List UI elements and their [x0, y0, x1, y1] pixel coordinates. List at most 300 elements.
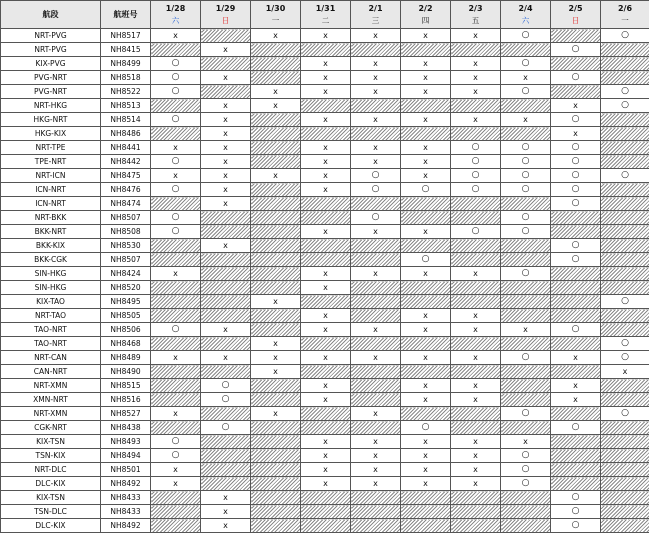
no-service-cell	[351, 379, 401, 393]
cancelled-cell: x	[351, 141, 401, 155]
cancelled-cell: x	[551, 393, 601, 407]
operating-cell: ○	[551, 155, 601, 169]
route-cell: KIX-TSN	[1, 435, 101, 449]
cancelled-cell: x	[401, 435, 451, 449]
no-service-cell	[501, 421, 551, 435]
no-service-cell	[501, 127, 551, 141]
table-header	[1, 1, 649, 29]
no-service-cell	[301, 211, 351, 225]
no-service-cell	[401, 127, 451, 141]
table-row	[1, 169, 649, 183]
cancelled-cell: x	[251, 407, 301, 421]
cancelled-cell: x	[451, 85, 501, 99]
cancelled-cell: x	[301, 169, 351, 183]
no-service-cell	[501, 43, 551, 57]
table-row	[1, 141, 649, 155]
no-service-cell	[551, 463, 601, 477]
cancelled-cell: x	[151, 169, 201, 183]
cancelled-cell: x	[251, 351, 301, 365]
route-cell: NRT-PVG	[1, 43, 101, 57]
day-weekday: 一	[251, 15, 300, 27]
route-cell: SIN-HKG	[1, 267, 101, 281]
no-service-cell	[251, 281, 301, 295]
route-cell: TAO-NRT	[1, 323, 101, 337]
route-cell: HKG-NRT	[1, 113, 101, 127]
operating-cell: ○	[551, 113, 601, 127]
operating-cell: ○	[201, 379, 251, 393]
flight-number-cell: NH8506	[101, 323, 151, 337]
no-service-cell	[451, 239, 501, 253]
no-service-cell	[501, 519, 551, 533]
cancelled-cell: x	[401, 71, 451, 85]
flight-number-cell: NH8442	[101, 155, 151, 169]
no-service-cell	[451, 407, 501, 421]
table-row	[1, 337, 649, 351]
no-service-cell	[351, 197, 401, 211]
operating-cell: ○	[501, 183, 551, 197]
cancelled-cell: x	[451, 379, 501, 393]
table-row	[1, 113, 649, 127]
cancelled-cell: x	[151, 351, 201, 365]
no-service-cell	[151, 197, 201, 211]
no-service-cell	[351, 519, 401, 533]
cancelled-cell: x	[351, 435, 401, 449]
no-service-cell	[251, 309, 301, 323]
no-service-cell	[451, 421, 501, 435]
no-service-cell	[601, 463, 649, 477]
no-service-cell	[301, 337, 351, 351]
flight-number-cell: NH8517	[101, 29, 151, 43]
route-cell: TSN-DLC	[1, 505, 101, 519]
route-cell: NRT-TPE	[1, 141, 101, 155]
route-cell: NRT-XMN	[1, 379, 101, 393]
no-service-cell	[451, 253, 501, 267]
operating-cell: ○	[551, 239, 601, 253]
day-header-1-30	[251, 1, 301, 29]
flight-number-cell: NH8527	[101, 407, 151, 421]
no-service-cell	[601, 225, 649, 239]
table-row	[1, 85, 649, 99]
no-service-cell	[451, 197, 501, 211]
table-row	[1, 29, 649, 43]
no-service-cell	[201, 225, 251, 239]
cancelled-cell: x	[351, 113, 401, 127]
no-service-cell	[251, 267, 301, 281]
no-service-cell	[601, 505, 649, 519]
no-service-cell	[601, 267, 649, 281]
table-row	[1, 57, 649, 71]
table-row	[1, 155, 649, 169]
cancelled-cell: x	[351, 407, 401, 421]
cancelled-cell: x	[301, 449, 351, 463]
no-service-cell	[251, 393, 301, 407]
flight-number-cell: NH8516	[101, 393, 151, 407]
cancelled-cell: x	[201, 491, 251, 505]
no-service-cell	[251, 71, 301, 85]
no-service-cell	[551, 211, 601, 225]
no-service-cell	[401, 491, 451, 505]
no-service-cell	[401, 211, 451, 225]
no-service-cell	[251, 113, 301, 127]
no-service-cell	[501, 337, 551, 351]
operating-cell: ○	[151, 323, 201, 337]
operating-cell: ○	[501, 57, 551, 71]
no-service-cell	[601, 43, 649, 57]
no-service-cell	[351, 239, 401, 253]
no-service-cell	[351, 491, 401, 505]
operating-cell: ○	[601, 295, 649, 309]
operating-cell: ○	[551, 197, 601, 211]
no-service-cell	[351, 505, 401, 519]
no-service-cell	[601, 141, 649, 155]
no-service-cell	[451, 505, 501, 519]
cancelled-cell: x	[301, 29, 351, 43]
no-service-cell	[401, 337, 451, 351]
no-service-cell	[601, 211, 649, 225]
cancelled-cell: x	[501, 435, 551, 449]
no-service-cell	[251, 211, 301, 225]
no-service-cell	[601, 253, 649, 267]
cancelled-cell: x	[251, 29, 301, 43]
cancelled-cell: x	[351, 449, 401, 463]
no-service-cell	[251, 43, 301, 57]
route-cell: TPE-NRT	[1, 155, 101, 169]
operating-cell: ○	[551, 169, 601, 183]
no-service-cell	[151, 127, 201, 141]
table-row	[1, 505, 649, 519]
day-date: 2/1	[351, 3, 400, 15]
cancelled-cell: x	[351, 29, 401, 43]
operating-cell: ○	[151, 85, 201, 99]
route-cell: ICN-NRT	[1, 183, 101, 197]
table-row	[1, 239, 649, 253]
operating-cell: ○	[501, 449, 551, 463]
flight-header: 航班号	[101, 1, 151, 29]
no-service-cell	[601, 379, 649, 393]
no-service-cell	[301, 197, 351, 211]
no-service-cell	[301, 99, 351, 113]
no-service-cell	[201, 211, 251, 225]
no-service-cell	[201, 463, 251, 477]
cancelled-cell: x	[451, 435, 501, 449]
no-service-cell	[251, 491, 301, 505]
cancelled-cell: x	[351, 463, 401, 477]
flight-number-cell: NH8415	[101, 43, 151, 57]
cancelled-cell: x	[551, 379, 601, 393]
route-cell: NRT-DLC	[1, 463, 101, 477]
operating-cell: ○	[151, 449, 201, 463]
operating-cell: ○	[451, 155, 501, 169]
cancelled-cell: x	[451, 393, 501, 407]
header-row	[1, 1, 649, 29]
route-cell: ICN-NRT	[1, 197, 101, 211]
no-service-cell	[601, 57, 649, 71]
day-weekday: 日	[201, 15, 250, 27]
cancelled-cell: x	[351, 323, 401, 337]
no-service-cell	[551, 365, 601, 379]
no-service-cell	[551, 281, 601, 295]
operating-cell: ○	[551, 491, 601, 505]
no-service-cell	[551, 477, 601, 491]
table-row	[1, 43, 649, 57]
operating-cell: ○	[151, 183, 201, 197]
operating-cell: ○	[401, 253, 451, 267]
cancelled-cell: x	[551, 127, 601, 141]
no-service-cell	[401, 281, 451, 295]
route-cell: SIN-HKG	[1, 281, 101, 295]
table-row	[1, 253, 649, 267]
no-service-cell	[601, 309, 649, 323]
no-service-cell	[251, 421, 301, 435]
operating-cell: ○	[351, 183, 401, 197]
flight-number-cell: NH8492	[101, 477, 151, 491]
no-service-cell	[201, 295, 251, 309]
operating-cell: ○	[151, 225, 201, 239]
cancelled-cell: x	[351, 57, 401, 71]
no-service-cell	[601, 197, 649, 211]
route-cell: DLC-KIX	[1, 477, 101, 491]
no-service-cell	[601, 435, 649, 449]
table-row	[1, 407, 649, 421]
table-body	[1, 29, 649, 533]
operating-cell: ○	[551, 43, 601, 57]
day-date: 1/30	[251, 3, 300, 15]
no-service-cell	[601, 281, 649, 295]
table-row	[1, 211, 649, 225]
table-row	[1, 309, 649, 323]
cancelled-cell: x	[401, 225, 451, 239]
no-service-cell	[451, 519, 501, 533]
route-cell: CGK-NRT	[1, 421, 101, 435]
route-cell: NRT-BKK	[1, 211, 101, 225]
no-service-cell	[251, 155, 301, 169]
no-service-cell	[201, 281, 251, 295]
cancelled-cell: x	[401, 155, 451, 169]
day-header-2-4	[501, 1, 551, 29]
cancelled-cell: x	[301, 225, 351, 239]
no-service-cell	[351, 393, 401, 407]
no-service-cell	[251, 323, 301, 337]
no-service-cell	[151, 43, 201, 57]
no-service-cell	[301, 127, 351, 141]
operating-cell: ○	[551, 323, 601, 337]
no-service-cell	[551, 337, 601, 351]
cancelled-cell: x	[301, 85, 351, 99]
no-service-cell	[401, 505, 451, 519]
operating-cell: ○	[551, 183, 601, 197]
flight-number-cell: NH8476	[101, 183, 151, 197]
cancelled-cell: x	[151, 407, 201, 421]
cancelled-cell: x	[301, 393, 351, 407]
no-service-cell	[501, 393, 551, 407]
cancelled-cell: x	[401, 267, 451, 281]
no-service-cell	[451, 43, 501, 57]
cancelled-cell: x	[451, 57, 501, 71]
no-service-cell	[151, 309, 201, 323]
table-row	[1, 477, 649, 491]
no-service-cell	[551, 267, 601, 281]
table-row	[1, 127, 649, 141]
day-date: 2/3	[451, 3, 500, 15]
cancelled-cell: x	[151, 29, 201, 43]
no-service-cell	[601, 239, 649, 253]
cancelled-cell: x	[301, 323, 351, 337]
day-weekday: 日	[551, 15, 600, 27]
no-service-cell	[151, 505, 201, 519]
operating-cell: ○	[451, 183, 501, 197]
cancelled-cell: x	[401, 85, 451, 99]
no-service-cell	[501, 491, 551, 505]
no-service-cell	[201, 435, 251, 449]
day-header-2-5	[551, 1, 601, 29]
no-service-cell	[251, 519, 301, 533]
cancelled-cell: x	[551, 351, 601, 365]
no-service-cell	[301, 295, 351, 309]
day-date: 2/2	[401, 3, 450, 15]
operating-cell: ○	[501, 141, 551, 155]
route-cell: KIX-PVG	[1, 57, 101, 71]
flight-number-cell: NH8513	[101, 99, 151, 113]
operating-cell: ○	[201, 393, 251, 407]
no-service-cell	[151, 365, 201, 379]
flight-number-cell: NH8494	[101, 449, 151, 463]
cancelled-cell: x	[301, 351, 351, 365]
no-service-cell	[451, 295, 501, 309]
no-service-cell	[351, 253, 401, 267]
no-service-cell	[301, 43, 351, 57]
no-service-cell	[551, 225, 601, 239]
cancelled-cell: x	[251, 99, 301, 113]
day-header-2-6	[601, 1, 649, 29]
day-weekday: 六	[501, 15, 550, 27]
no-service-cell	[551, 85, 601, 99]
no-service-cell	[601, 323, 649, 337]
route-cell: TAO-NRT	[1, 337, 101, 351]
cancelled-cell: x	[301, 435, 351, 449]
table-row	[1, 463, 649, 477]
no-service-cell	[151, 379, 201, 393]
cancelled-cell: x	[301, 309, 351, 323]
route-cell: NRT-PVG	[1, 29, 101, 43]
table-row	[1, 351, 649, 365]
flight-number-cell: NH8522	[101, 85, 151, 99]
cancelled-cell: x	[201, 155, 251, 169]
operating-cell: ○	[451, 141, 501, 155]
cancelled-cell: x	[451, 267, 501, 281]
cancelled-cell: x	[401, 57, 451, 71]
flight-number-cell: NH8520	[101, 281, 151, 295]
no-service-cell	[601, 71, 649, 85]
no-service-cell	[501, 295, 551, 309]
no-service-cell	[601, 491, 649, 505]
no-service-cell	[301, 519, 351, 533]
table-row	[1, 267, 649, 281]
table-row	[1, 519, 649, 533]
table-row	[1, 295, 649, 309]
no-service-cell	[301, 421, 351, 435]
cancelled-cell: x	[151, 141, 201, 155]
operating-cell: ○	[551, 421, 601, 435]
route-cell: BKK-NRT	[1, 225, 101, 239]
cancelled-cell: x	[401, 351, 451, 365]
no-service-cell	[151, 239, 201, 253]
table-row	[1, 435, 649, 449]
flight-number-cell: NH8501	[101, 463, 151, 477]
cancelled-cell: x	[301, 267, 351, 281]
cancelled-cell: x	[201, 505, 251, 519]
flight-number-cell: NH8493	[101, 435, 151, 449]
table-row	[1, 491, 649, 505]
table-row	[1, 393, 649, 407]
route-cell: XMN-NRT	[1, 393, 101, 407]
no-service-cell	[251, 253, 301, 267]
flight-number-cell: NH8507	[101, 211, 151, 225]
no-service-cell	[451, 491, 501, 505]
route-cell: BKK-CGK	[1, 253, 101, 267]
no-service-cell	[351, 281, 401, 295]
cancelled-cell: x	[351, 71, 401, 85]
no-service-cell	[401, 295, 451, 309]
table-row	[1, 225, 649, 239]
day-header-2-2	[401, 1, 451, 29]
no-service-cell	[151, 253, 201, 267]
cancelled-cell: x	[201, 183, 251, 197]
route-cell: HKG-KIX	[1, 127, 101, 141]
cancelled-cell: x	[301, 113, 351, 127]
operating-cell: ○	[601, 337, 649, 351]
cancelled-cell: x	[451, 71, 501, 85]
operating-cell: ○	[601, 169, 649, 183]
no-service-cell	[551, 295, 601, 309]
flight-number-cell: NH8441	[101, 141, 151, 155]
route-cell: NRT-XMN	[1, 407, 101, 421]
cancelled-cell: x	[401, 449, 451, 463]
no-service-cell	[201, 267, 251, 281]
cancelled-cell: x	[201, 169, 251, 183]
no-service-cell	[201, 337, 251, 351]
flight-number-cell: NH8530	[101, 239, 151, 253]
route-cell: NRT-ICN	[1, 169, 101, 183]
cancelled-cell: x	[201, 351, 251, 365]
cancelled-cell: x	[451, 449, 501, 463]
cancelled-cell: x	[301, 463, 351, 477]
cancelled-cell: x	[301, 141, 351, 155]
no-service-cell	[601, 421, 649, 435]
table-row	[1, 365, 649, 379]
table-row	[1, 71, 649, 85]
no-service-cell	[351, 365, 401, 379]
cancelled-cell: x	[251, 169, 301, 183]
table-row	[1, 197, 649, 211]
cancelled-cell: x	[251, 295, 301, 309]
day-weekday: 五	[451, 15, 500, 27]
cancelled-cell: x	[501, 113, 551, 127]
flight-number-cell: NH8507	[101, 253, 151, 267]
table-row	[1, 99, 649, 113]
route-cell: NRT-HKG	[1, 99, 101, 113]
no-service-cell	[451, 99, 501, 113]
no-service-cell	[251, 449, 301, 463]
route-cell: KIX-TAO	[1, 295, 101, 309]
no-service-cell	[151, 99, 201, 113]
no-service-cell	[251, 197, 301, 211]
flight-number-cell: NH8505	[101, 309, 151, 323]
no-service-cell	[251, 239, 301, 253]
flight-number-cell: NH8492	[101, 519, 151, 533]
day-date: 1/28	[151, 3, 200, 15]
operating-cell: ○	[151, 113, 201, 127]
no-service-cell	[251, 379, 301, 393]
